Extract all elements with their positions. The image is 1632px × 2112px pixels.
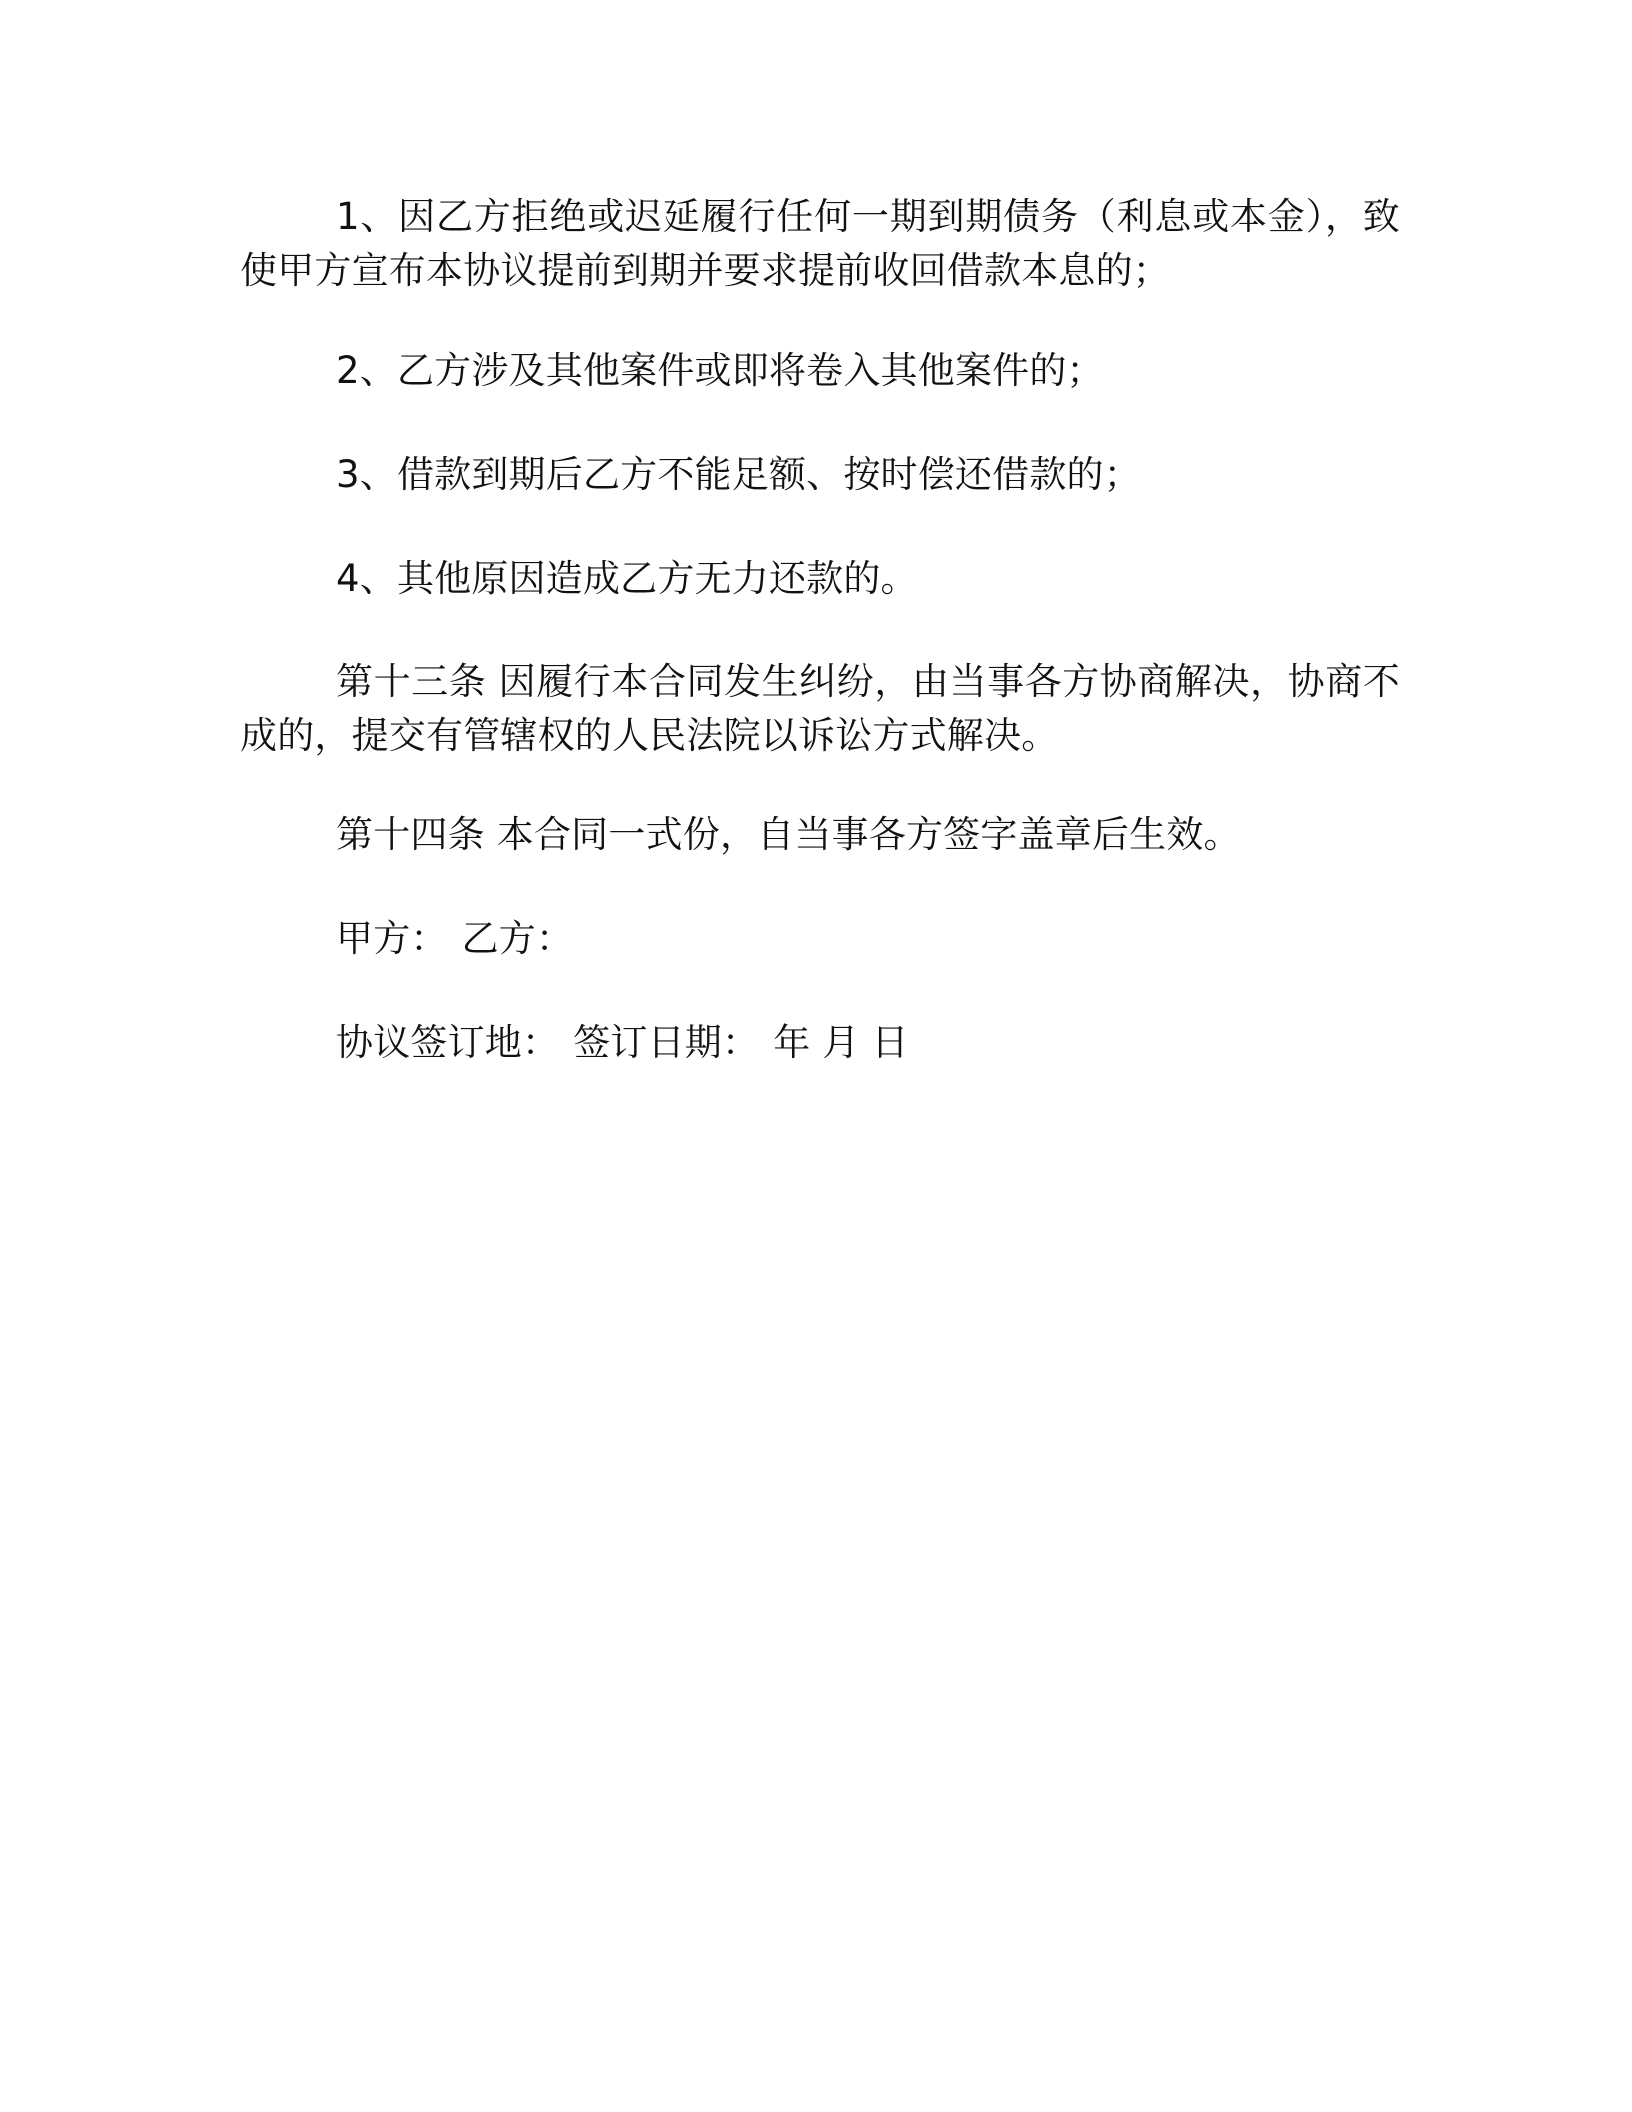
signature-parties-line (240, 912, 1400, 966)
signing-date-placeholder: 年 月 日 (773, 1020, 909, 1064)
article-14: 第十四条 本合同一式份，自当事各方签字盖章后生效。 (336, 813, 1241, 857)
document-body (240, 190, 1400, 1069)
party-a-label: 甲方： (336, 917, 448, 961)
clause-item-2: 2、乙方涉及其他案件或即将卷入其他案件的； (336, 349, 1104, 393)
article-13: 第十三条 因履行本合同发生纠纷，由当事各方协商解决，协商不成的，提交有管辖权的人民法院以诉讼方式解决。 (240, 660, 1400, 757)
party-b-label: 乙方： (461, 917, 574, 961)
clause-item-1: 1、因乙方拒绝或迟延履行任何一期到期债务（利息或本金），致使甲方宣布本协议提前到期并要求提前收回借款本息的； (240, 195, 1400, 292)
signing-info-line (240, 1016, 1400, 1070)
signing-place-label: 协议签订地： (336, 1020, 560, 1064)
clause-item-4: 4、其他原因造成乙方无力还款的。 (336, 556, 918, 600)
clause-item-3: 3、借款到期后乙方不能足额、按时偿还借款的； (336, 452, 1141, 496)
signing-date-label: 签订日期： (573, 1020, 760, 1064)
